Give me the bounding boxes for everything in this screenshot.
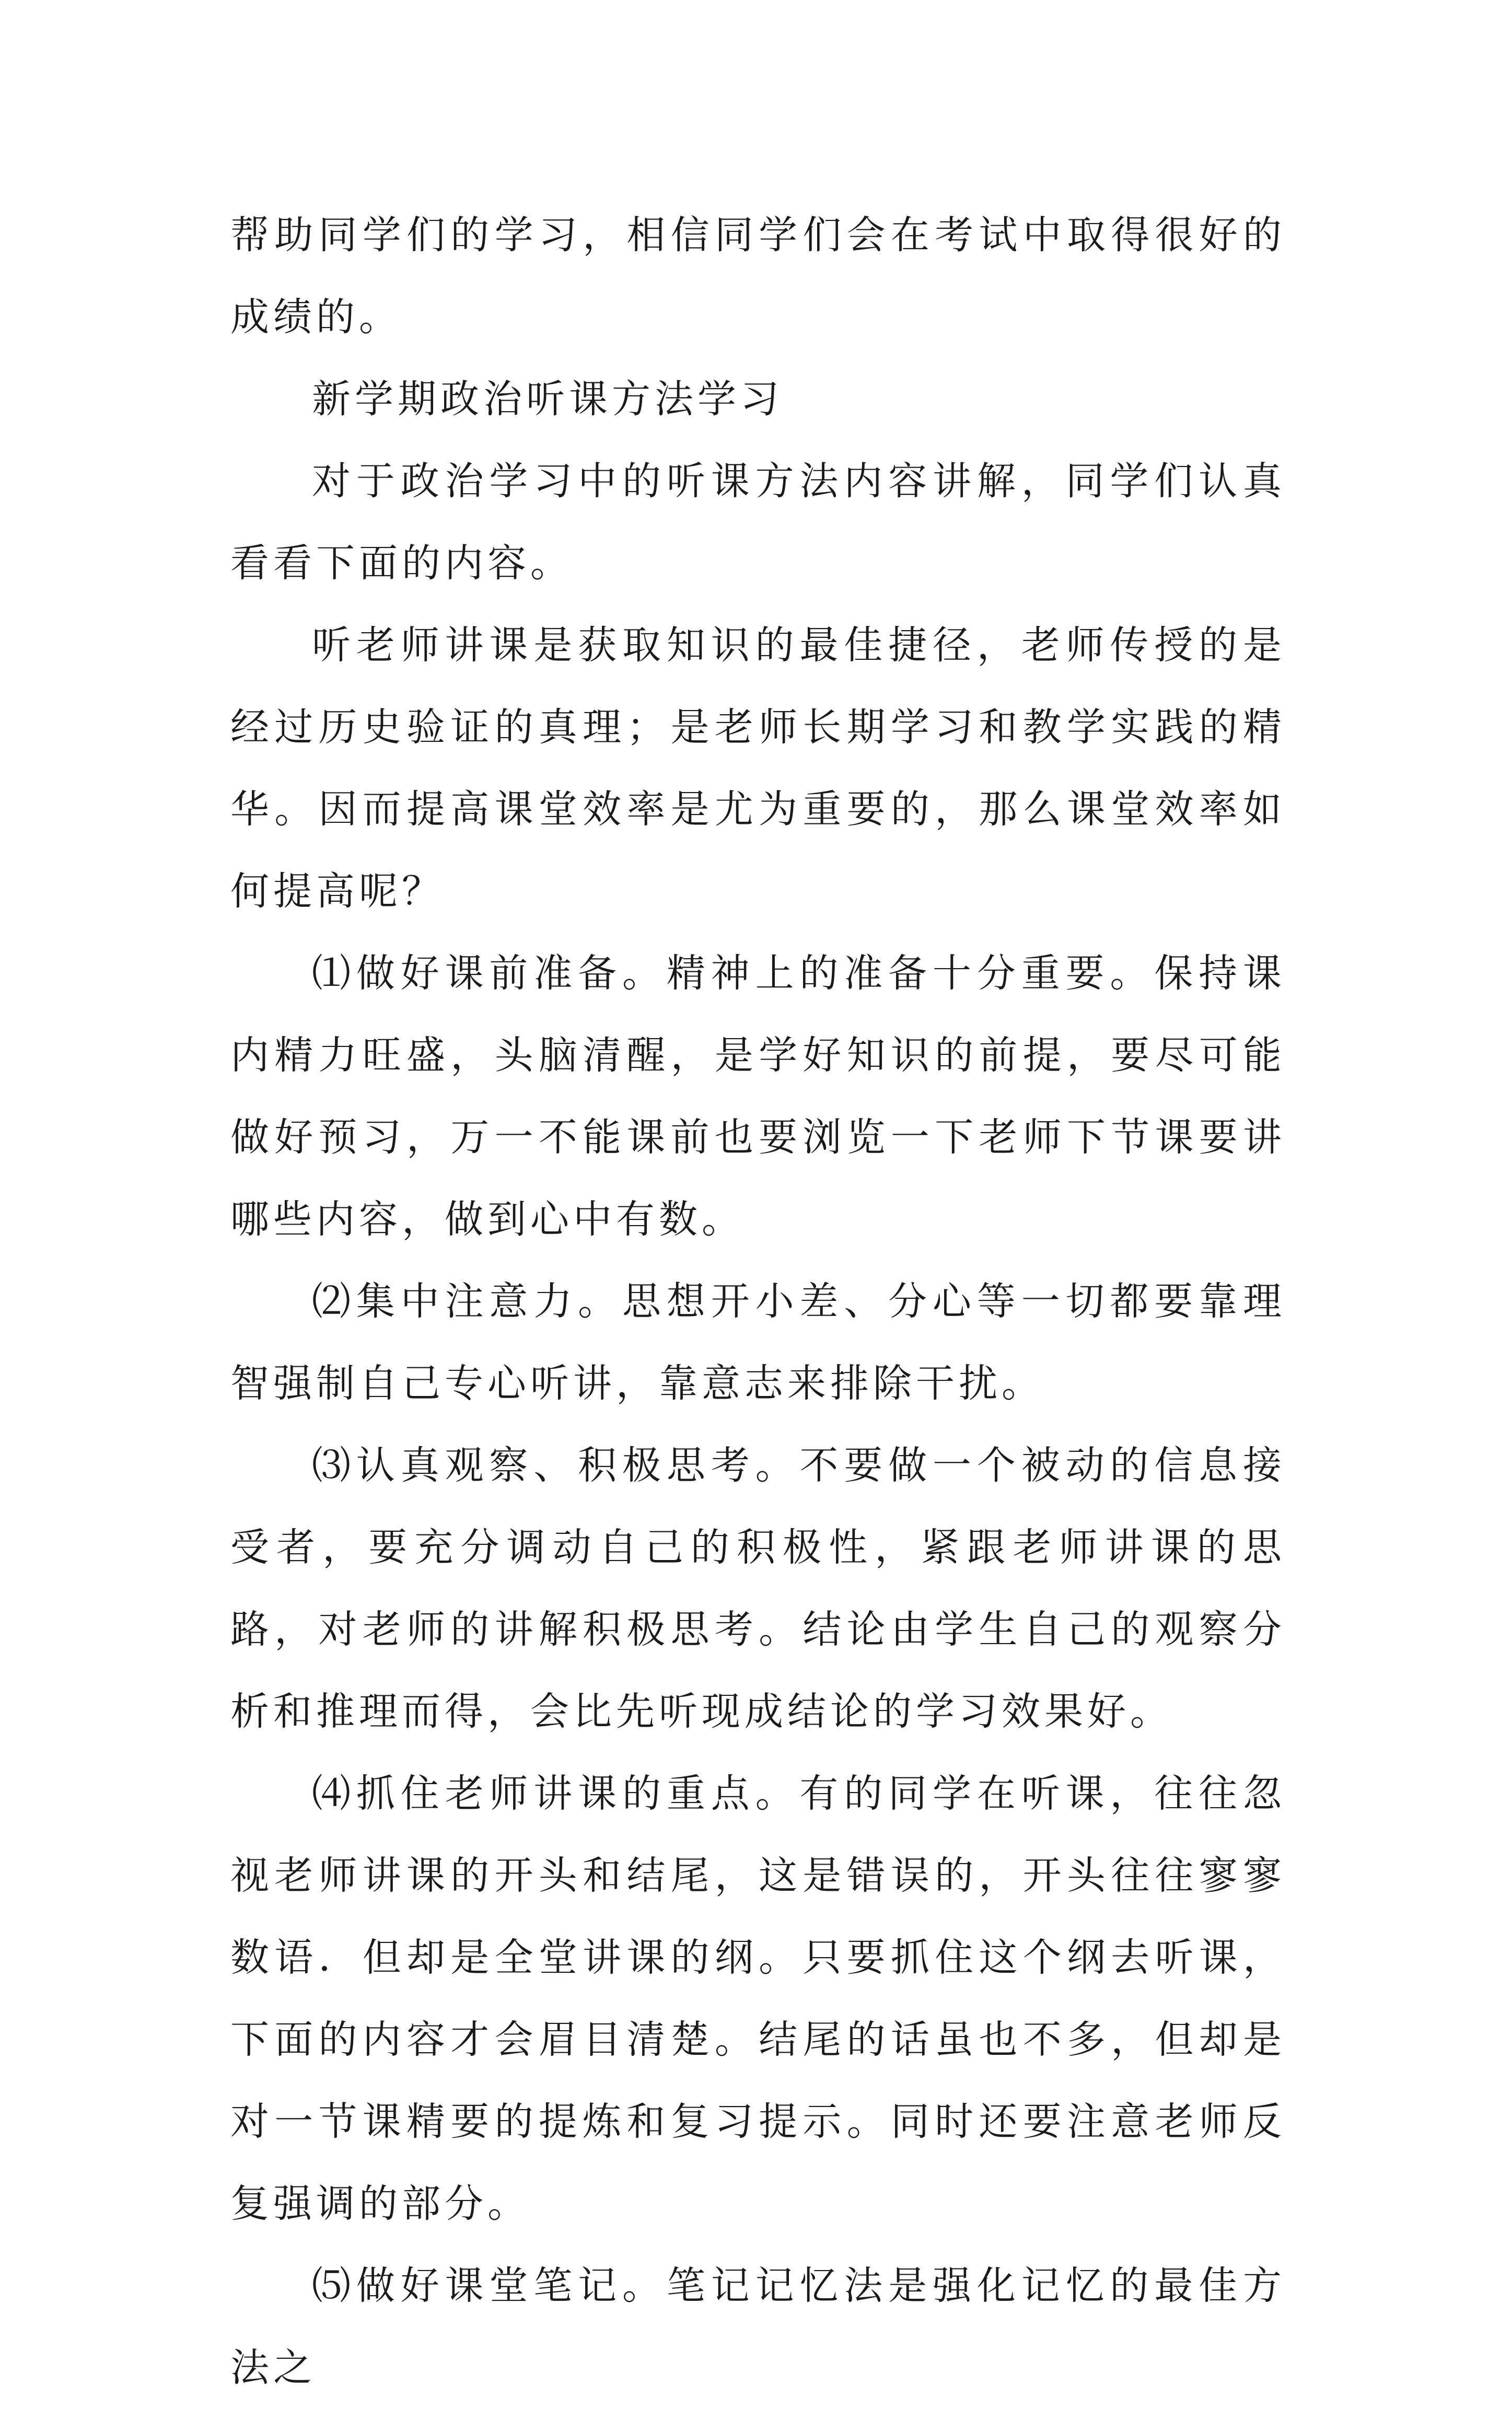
section-heading: 新学期政治听课方法学习 [312,377,783,422]
paragraph-item-2: ⑵集中注意力。思想开小差、分心等一切都要靠理智强制自己专心听讲，靠意志来排除干扰。 [230,1279,1286,1406]
paragraph-intro-continuation: 帮助同学们的学习，相信同学们会在考试中取得很好的成绩的。 [230,213,1286,340]
paragraph-item-5: ⑸做好课堂笔记。笔记记忆法是强化记忆的最佳方法之 [230,2263,1286,2390]
paragraph-item-4: ⑷抓住老师讲课的重点。有的同学在听课，往往忽视老师讲课的开头和结尾，这是错误的，开头往往寥寥数语．但却是全堂讲课的纲。只要抓住这个纲去听课，下面的内容才会眉目清楚。结尾的话虽也不多，但却是对一节课精要的提炼和复习提示。同时还要注意老师反复强调的部分。 [230,1771,1286,2226]
paragraph-item-1: ⑴做好课前准备。精神上的准备十分重要。保持课内精力旺盛，头脑清醒，是学好知识的前提，要尽可能做好预习，万一不能课前也要浏览一下老师下节课要讲哪些内容，做到心中有数。 [230,951,1286,1242]
paragraph-importance: 听老师讲课是获取知识的最佳捷径，老师传授的是经过历史验证的真理；是老师长期学习和教学实践的精华。因而提高课堂效率是尤为重要的，那么课堂效率如何提高呢？ [230,623,1286,914]
paragraph-lead: 对于政治学习中的听课方法内容讲解，同学们认真看看下面的内容。 [230,459,1286,586]
document-body [230,194,1286,2409]
paragraph-item-3: ⑶认真观察、积极思考。不要做一个被动的信息接受者，要充分调动自己的积极性，紧跟老师讲课的思路，对老师的讲解积极思考。结论由学生自己的观察分析和推理而得，会比先听现成结论的学习效果好。 [230,1443,1286,1734]
